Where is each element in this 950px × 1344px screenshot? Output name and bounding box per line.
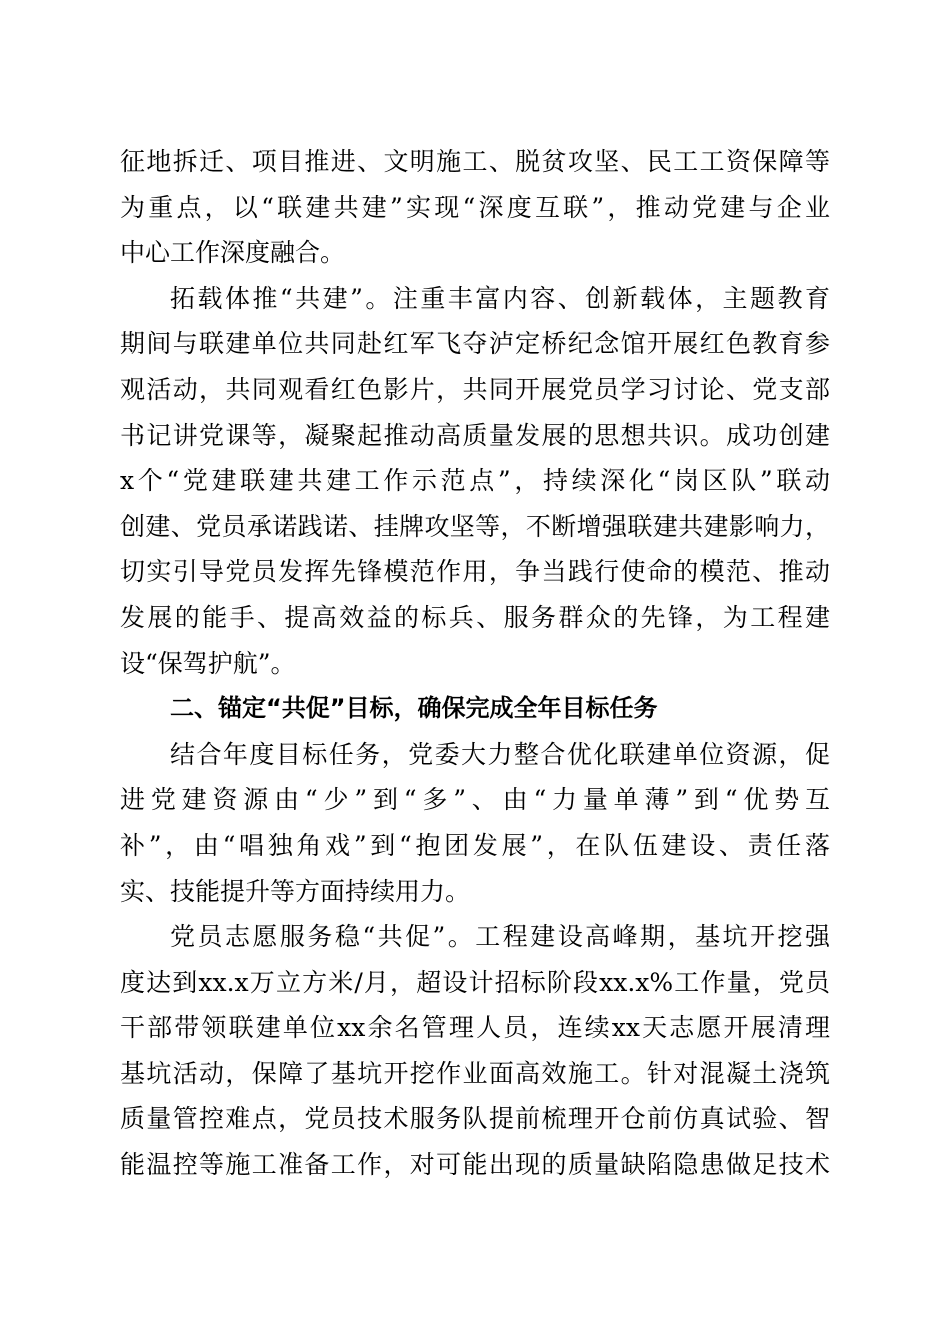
text-line: 干部带领联建单位xx余名管理人员，连续xx天志愿开展清理 (120, 1013, 830, 1043)
text-line: 期间与联建单位共同赴红军飞夺泸定桥纪念馆开展红色教育参 (120, 329, 830, 359)
text-line: 征地拆迁、项目推进、文明施工、脱贫攻坚、民工工资保障等 (120, 147, 830, 176)
text-line: 基坑活动，保障了基坑开挖作业面高效施工。针对混凝土浇筑 (120, 1058, 830, 1088)
paragraph-start-line: 拓载体推“共建”。注重丰富内容、创新载体，主题教育 (170, 283, 830, 313)
text-line: 为重点，以“联建共建”实现“深度互联”，推动党建与企业 (120, 192, 830, 222)
text-line: 创建、党员承诺践诺、挂牌攻坚等，不断增强联建共建影响力， (120, 511, 830, 541)
text-line: 设“保驾护航”。 (120, 648, 296, 678)
text-line: x个“党建联建共建工作示范点”，持续深化“岗区队”联动 (120, 466, 830, 496)
text-line: 发展的能手、提高效益的标兵、服务群众的先锋，为工程建 (120, 602, 830, 632)
text-line: 观活动，共同观看红色影片，共同开展党员学习讨论、党支部 (120, 374, 830, 404)
text-line: 补”，由“唱独角戏”到“抱团发展”，在队伍建设、责任落 (120, 830, 830, 860)
text-line: 切实引导党员发挥先锋模范作用，争当践行使命的模范、推动 (120, 557, 830, 587)
text-line: 中心工作深度融合。 (120, 238, 346, 268)
text-line: 进党建资源由“少”到“多”、由“力量单薄”到“优势互 (120, 785, 830, 815)
text-line: 书记讲党课等，凝聚起推动高质量发展的思想共识。成功创建 (120, 420, 830, 450)
text-line: 能温控等施工准备工作，对可能出现的质量缺陷隐患做足技术 (120, 1150, 830, 1180)
paragraph-start-line: 党员志愿服务稳“共促”。工程建设高峰期，基坑开挖强 (170, 922, 830, 952)
paragraph-start-line: 结合年度目标任务，党委大力整合优化联建单位资源，促 (170, 739, 830, 769)
section-heading: 二、锚定“共促”目标，确保完成全年目标任务 (170, 694, 658, 723)
document-body (120, 139, 830, 1188)
text-line: 度达到xx.x万立方米/月，超设计招标阶段xx.x%工作量，党员 (120, 967, 830, 997)
text-line: 实、技能提升等方面持续用力。 (120, 876, 471, 906)
text-line: 质量管控难点，党员技术服务队提前梳理开仓前仿真试验、智 (120, 1104, 830, 1134)
